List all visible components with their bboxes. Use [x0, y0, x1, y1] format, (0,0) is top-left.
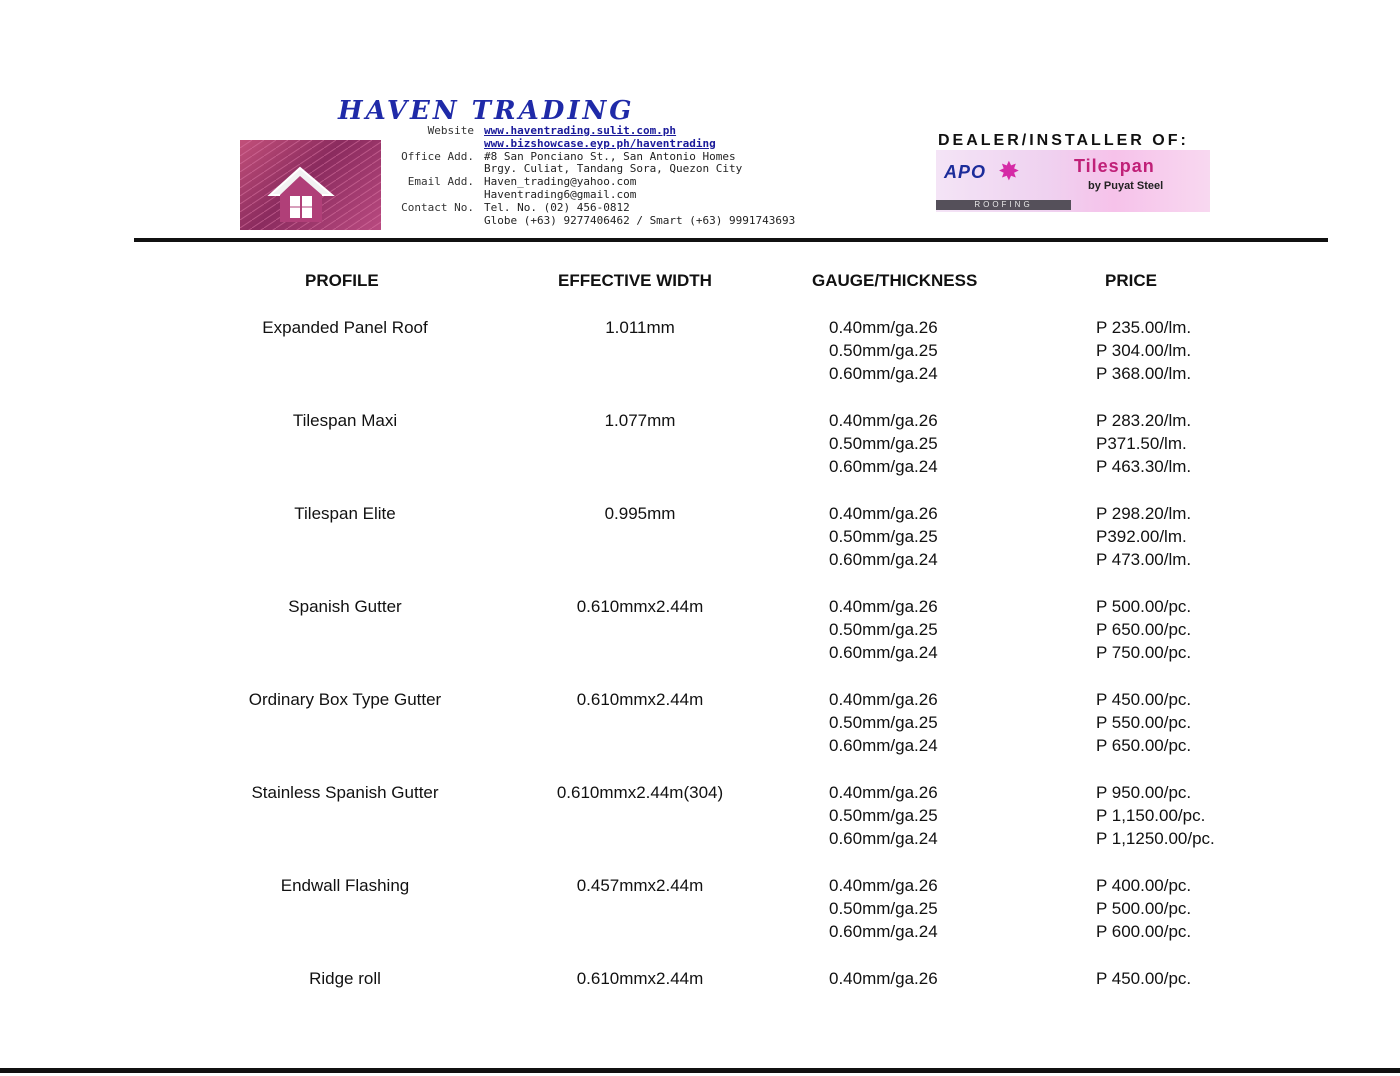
effective-width: 0.457mmx2.44m: [576, 876, 704, 895]
price-value: P 500.00/pc.: [1096, 597, 1192, 616]
house-icon: [240, 140, 381, 230]
effective-width: 1.077mm: [604, 411, 676, 430]
profile-name: Ordinary Box Type Gutter: [248, 690, 442, 709]
contact-row: [380, 202, 795, 215]
gauge-value: 0.50mm/ga.25: [829, 899, 938, 918]
apo-brand: APO: [944, 162, 987, 182]
price-value: P 650.00/pc.: [1096, 620, 1192, 639]
price-value: P 500.00/pc.: [1096, 899, 1192, 918]
profile-name: Endwall Flashing: [280, 876, 410, 895]
gauge-value: 0.60mm/ga.24: [829, 736, 938, 755]
gauge-value: 0.40mm/ga.26: [829, 411, 938, 430]
header-price: PRICE: [1105, 271, 1157, 290]
profile-name: Tilespan Maxi: [292, 411, 398, 430]
gauge-value: 0.60mm/ga.24: [829, 643, 938, 662]
gauge-value: 0.40mm/ga.26: [829, 318, 938, 337]
profile-name: Spanish Gutter: [288, 597, 402, 616]
contact-label: [380, 138, 484, 151]
price-value: P 304.00/lm.: [1096, 341, 1192, 360]
profile-name: Expanded Panel Roof: [262, 318, 428, 337]
contact-value: Haventrading6@gmail.com: [484, 187, 637, 201]
dealer-logo: [936, 150, 1210, 212]
gauge-value: 0.60mm/ga.24: [829, 550, 938, 569]
contact-value: #8 San Ponciano St., San Antonio Homes: [484, 149, 736, 163]
header-gauge: GAUGE/THICKNESS: [812, 271, 978, 290]
website-link[interactable]: www.haventrading.sulit.com.ph: [484, 124, 677, 137]
gauge-value: 0.40mm/ga.26: [829, 876, 938, 895]
price-value: P 283.20/lm.: [1096, 411, 1192, 430]
header-effective-width: EFFECTIVE WIDTH: [558, 271, 712, 290]
profile-name: Ridge roll: [309, 969, 381, 988]
price-value: P 600.00/pc.: [1096, 922, 1192, 941]
gauge-value: 0.50mm/ga.25: [829, 713, 938, 732]
effective-width: 1.011mm: [605, 318, 675, 337]
gauge-value: 0.50mm/ga.25: [829, 341, 938, 360]
price-value: P 463.30/lm.: [1096, 457, 1192, 476]
price-value: P 368.00/lm.: [1096, 364, 1192, 383]
contact-label: [380, 189, 484, 202]
contact-row: [380, 189, 795, 202]
gauge-value: 0.40mm/ga.26: [829, 783, 938, 802]
price-value: P 235.00/lm.: [1096, 318, 1192, 337]
contact-value: Globe (+63) 9277406462 / Smart (+63) 9991743693: [484, 213, 796, 227]
gauge-value: 0.60mm/ga.24: [829, 457, 938, 476]
tilespan-brand: Tilespan: [1074, 156, 1155, 176]
price-value: P392.00/lm.: [1096, 527, 1187, 546]
house-logo: [240, 140, 381, 230]
contact-value: Brgy. Culiat, Tandang Sora, Quezon City: [484, 162, 743, 176]
gauge-value: 0.50mm/ga.25: [829, 434, 938, 453]
gauge-value: 0.60mm/ga.24: [829, 829, 938, 848]
price-value: P 650.00/pc.: [1096, 736, 1192, 755]
contact-label: Office Add.: [401, 149, 474, 163]
price-value: P 450.00/pc.: [1096, 969, 1192, 988]
gauge-value: 0.60mm/ga.24: [829, 922, 938, 941]
contact-label: Email Add.: [407, 175, 474, 189]
price-value: P 550.00/pc.: [1096, 713, 1192, 732]
contact-info: [380, 125, 795, 227]
profile-name: Tilespan Elite: [294, 504, 396, 523]
header-profile: PROFILE: [305, 271, 379, 290]
price-value: P 1,1250.00/pc.: [1096, 829, 1215, 848]
contact-row: [380, 138, 795, 151]
bottom-edge: [0, 1068, 1400, 1073]
website-link[interactable]: www.bizshowcase.eyp.ph/haventrading: [484, 136, 716, 150]
gauge-value: 0.50mm/ga.25: [829, 527, 938, 546]
effective-width: 0.610mmx2.44m: [576, 969, 704, 988]
gauge-value: 0.40mm/ga.26: [829, 690, 938, 709]
price-value: P 750.00/pc.: [1096, 643, 1192, 662]
price-value: P 298.20/lm.: [1096, 504, 1192, 523]
price-value: P 950.00/pc.: [1096, 783, 1192, 802]
gauge-value: 0.40mm/ga.26: [829, 504, 938, 523]
gauge-value: 0.60mm/ga.24: [829, 364, 938, 383]
contact-label: Website: [427, 124, 474, 137]
starburst-icon: ✸: [998, 156, 1020, 186]
price-value: P371.50/lm.: [1096, 434, 1187, 453]
contact-value: Tel. No. (02) 456-0812: [484, 200, 630, 214]
price-value: P 450.00/pc.: [1096, 690, 1192, 709]
puyat-steel-label: by Puyat Steel: [1088, 180, 1164, 192]
effective-width: 0.610mmx2.44m: [576, 597, 704, 616]
gauge-value: 0.50mm/ga.25: [829, 806, 938, 825]
price-value: P 400.00/pc.: [1096, 876, 1192, 895]
price-value: P 1,150.00/pc.: [1096, 806, 1206, 825]
company-name: HAVEN TRADING: [338, 96, 635, 126]
contact-row: [380, 125, 795, 138]
contact-label: Contact No.: [401, 200, 474, 214]
price-value: P 473.00/lm.: [1096, 550, 1192, 569]
gauge-value: 0.40mm/ga.26: [829, 597, 938, 616]
effective-width: 0.995mm: [604, 504, 676, 523]
dealer-label: DEALER/INSTALLER OF:: [938, 132, 1189, 149]
contact-label: [380, 215, 484, 228]
contact-row: [380, 215, 795, 228]
roofing-bar: ROOFING: [936, 200, 1071, 210]
effective-width: 0.610mmx2.44m: [576, 690, 704, 709]
contact-value: Haven_trading@yahoo.com: [484, 175, 637, 189]
gauge-value: 0.40mm/ga.26: [829, 969, 938, 988]
gauge-value: 0.50mm/ga.25: [829, 620, 938, 639]
header-divider: [134, 238, 1328, 242]
effective-width: 0.610mmx2.44m(304): [556, 783, 724, 802]
profile-name: Stainless Spanish Gutter: [251, 783, 439, 802]
